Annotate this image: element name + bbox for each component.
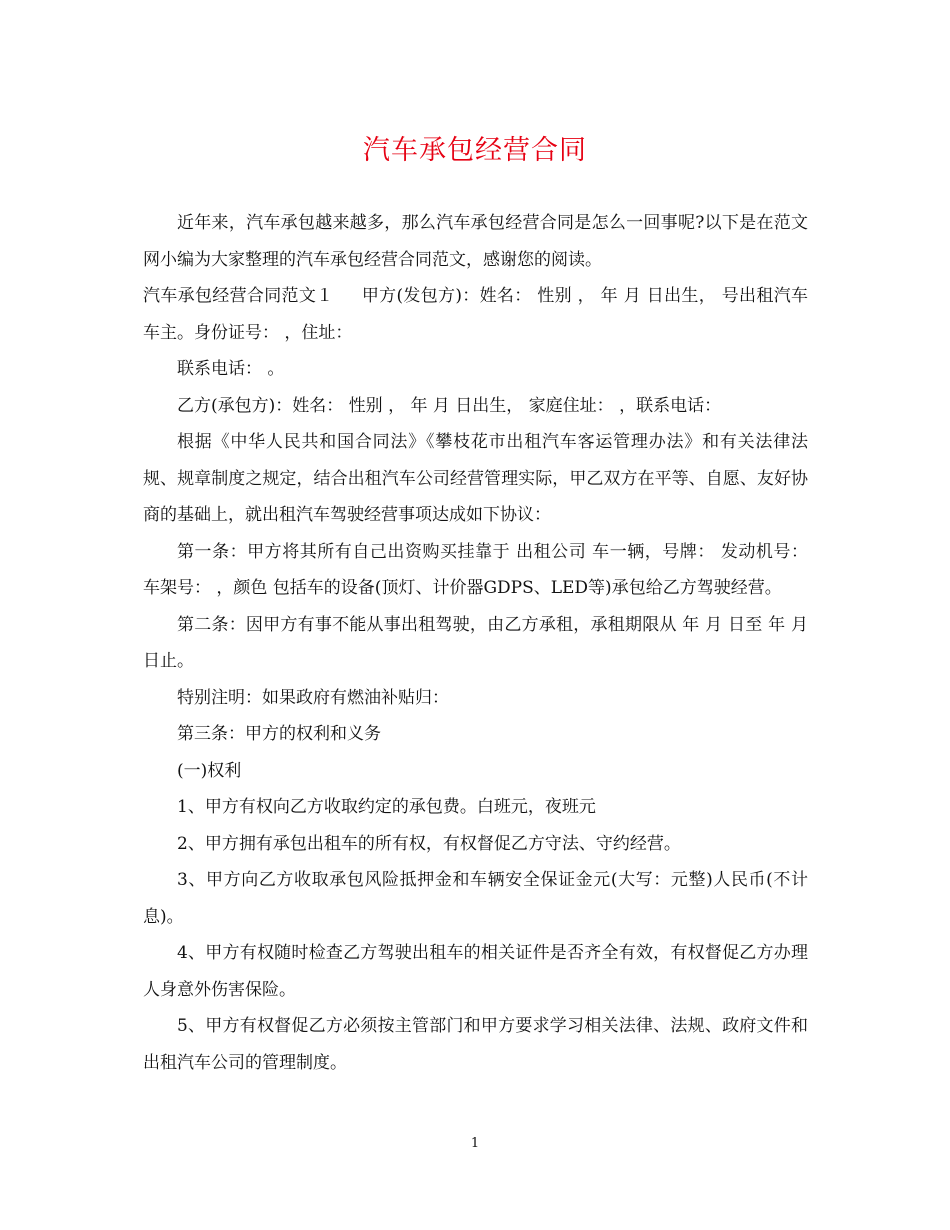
party-b-paragraph: 乙方(承包方)：姓名： 性别 ， 年 月 日出生， 家庭住址： ，联系电话：	[177, 395, 722, 416]
sample-label: 汽车承包经营合同范文１	[143, 286, 334, 306]
right-item: 5、甲方有权督促乙方必须按主管部门和甲方要求学习相关法律、法规、政府文件和出租汽车公司的管理制度。	[143, 1016, 808, 1073]
document-title: 汽车承包经营合同	[363, 135, 587, 166]
right-item: 2、甲方拥有承包出租车的所有权，有权督促乙方守法、守约经营。	[177, 833, 681, 854]
rights-heading: (一)权利	[177, 760, 242, 781]
article-3-heading: 第三条：甲方的权利和义务	[177, 724, 381, 744]
basis-paragraph: 根据《中华人民共和国合同法》《攀枝花市出租汽车客运管理办法》和有关法律法规、规章制度之规定，结合出租汽车公司经营管理实际，甲乙双方在平等、自愿、友好协商的基础上，就出租汽车驾驶经营事项达成如下协议：	[143, 432, 808, 525]
right-item: 4、甲方有权随时检查乙方驾驶出租车的相关证件是否齐全有效，有权督促乙方办理人身意外伤害保险。	[143, 943, 808, 1000]
intro-paragraph: 近年来，汽车承包越来越多，那么汽车承包经营合同是怎么一回事呢?以下是在范文网小编为大家整理的汽车承包经营合同范文，感谢您的阅读。	[143, 213, 808, 270]
page-number: 1	[470, 1136, 480, 1151]
party-a-phone: 联系电话： 。	[177, 359, 285, 379]
article-2: 第二条：因甲方有事不能从事出租驾驶，由乙方承租，承租期限从 年 月 日至 年 月 日止。	[143, 614, 808, 671]
document-body	[143, 205, 808, 1081]
article-1: 第一条：甲方将其所有自己出资购买挂靠于 出租公司 车一辆，号牌： 发动机号： 车架号： ，颜色 包括车的设备(顶灯、计价器GDPS、LED等)承包给乙方驾驶经营。	[143, 541, 808, 598]
right-item: 3、甲方向乙方收取承包风险抵押金和车辆安全保证金元(大写：元整)人民币(不计息)。	[143, 870, 808, 927]
special-note: 特别注明：如果政府有燃油补贴归：	[177, 687, 449, 708]
right-item: 1、甲方有权向乙方收取约定的承包费。白班元，夜班元	[177, 797, 596, 817]
party-a-text: 甲方(发包方)：姓名： 性别 ， 年 月 日出生， 号出租汽车车主。身份证号： ，住址：	[143, 286, 809, 343]
party-a-paragraph	[143, 278, 808, 351]
